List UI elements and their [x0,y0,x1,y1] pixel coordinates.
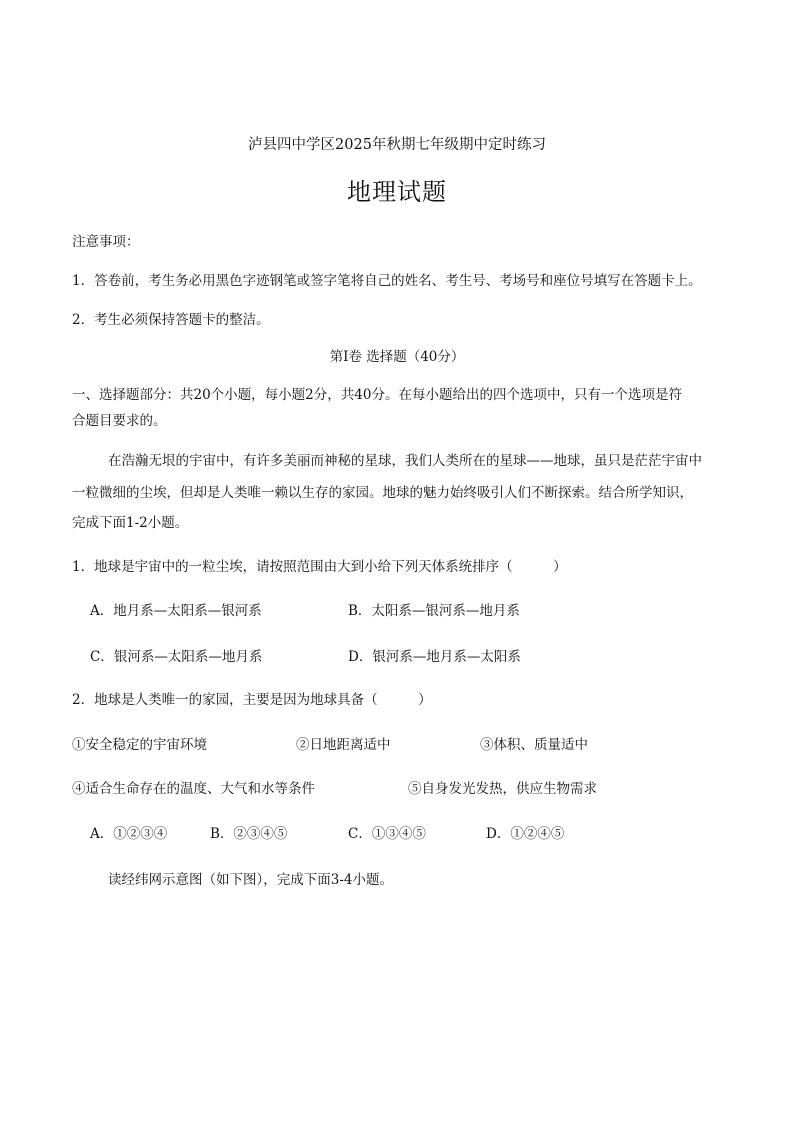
question-2-condition-1: ①安全稳定的宇宙环境 [72,737,207,753]
question-1-option-a: A．地月系—太阳系—银河系 [90,603,262,619]
question-2-condition-4: ④适合生命存在的温度、大气和水等条件 [72,781,315,797]
question-1-option-b: B．太阳系—银河系—地月系 [348,603,520,619]
passage1-line-2: 一粒微细的尘埃，但却是人类唯一赖以生存的家园。地球的魅力始终吸引人们不断探索。结合所学知识， [72,485,693,501]
passage1-line-1: 在浩瀚无垠的宇宙中，有许多美丽而神秘的星球，我们人类所在的星球——地球，虽只是茫茫宇宙中 [108,453,702,469]
question-2-option-a: A．①②③④ [90,826,168,842]
question-2-condition-5: ⑤自身发光发热，供应生物需求 [408,781,597,797]
question-1-option-c: C．银河系—太阳系—地月系 [90,649,263,665]
section-heading: 第Ⅰ卷 选择题（40分） [329,349,465,365]
passage2: 读经纬网示意图（如下图），完成下面3-4小题。 [108,872,393,888]
question-2-option-c: C．①③④⑤ [348,826,426,842]
question-2-condition-3: ③体积、质量适中 [480,737,588,753]
notice-item-1: 1．答卷前，考生务必用黑色字迹钢笔或签字笔将自己的姓名、考生号、考场号和座位号填写在答题卡上。 [72,273,702,289]
notice-item-2: 2．考生必须保持答题卡的整洁。 [72,312,270,328]
section-instructions-line-2: 合题目要求的。 [72,413,167,429]
question-2-option-b: B．②③④⑤ [210,826,288,842]
passage1-line-3: 完成下面1-2小题。 [72,515,189,531]
question-2-option-d: D．①②④⑤ [486,826,565,842]
question-1-stem: 1．地球是宇宙中的一粒尘埃，请按照范围由大到小给下列天体系统排序（ ） [72,559,567,575]
exam-subtitle: 泸县四中学区2025年秋期七年级期中定时练习 [248,137,546,153]
question-2-stem: 2．地球是人类唯一的家园，主要是因为地球具备（ ） [72,692,432,708]
question-2-condition-2: ②日地距离适中 [296,737,391,753]
section-instructions-line-1: 一、选择题部分：共20个小题，每小题2分，共40分。在每小题给出的四个选项中，只有一个选项是符 [72,387,682,403]
notice-heading: 注意事项： [72,234,140,250]
question-1-option-d: D．银河系—地月系—太阳系 [348,649,521,665]
exam-title: 地理试题 [347,178,447,206]
